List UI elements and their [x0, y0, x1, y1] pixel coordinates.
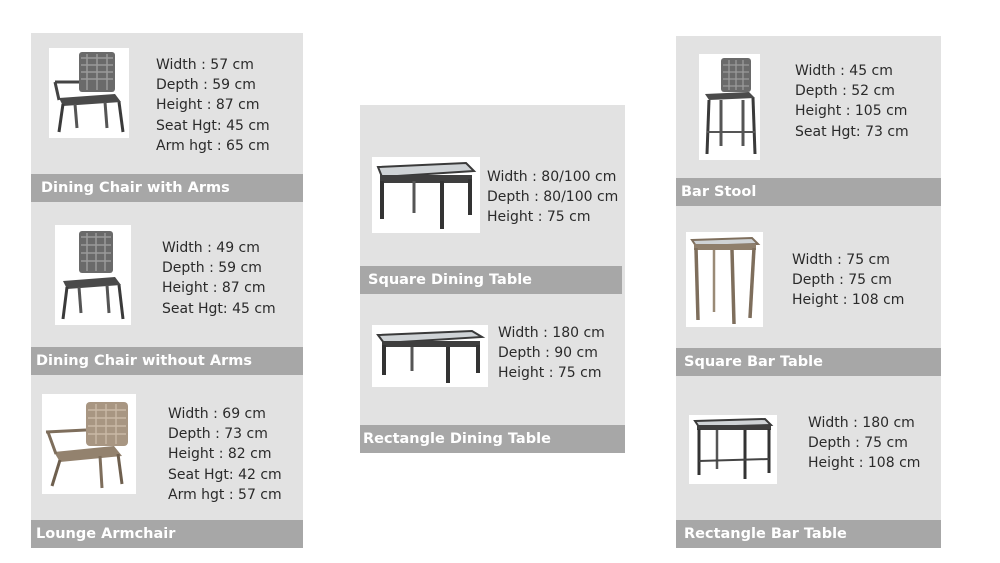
product-title: Lounge Armchair	[31, 520, 303, 548]
product-title: Square Dining Table	[360, 266, 622, 294]
spec-line: Height : 108 cm	[808, 455, 921, 472]
rectangle-dining-table-icon	[372, 325, 488, 387]
spec-line: Depth : 73 cm	[168, 426, 268, 443]
spec-line: Height : 87 cm	[156, 97, 260, 114]
product-specs	[168, 404, 282, 505]
spec-line: Width : 75 cm	[792, 252, 890, 268]
spec-line: Depth : 75 cm	[808, 435, 908, 452]
product-card-bar-stool	[676, 36, 941, 206]
spec-line: Height : 108 cm	[792, 292, 905, 309]
product-specs	[156, 55, 270, 156]
spec-line: Height : 105 cm	[795, 103, 908, 120]
spec-line: Height : 87 cm	[162, 280, 266, 297]
product-card-rectangle-dining-table	[360, 295, 625, 453]
product-title: Square Bar Table	[676, 348, 941, 376]
product-specs	[498, 323, 605, 384]
spec-line: Arm hgt : 65 cm	[156, 137, 270, 154]
product-specs	[792, 250, 904, 311]
product-specs	[162, 238, 276, 319]
product-specs	[795, 61, 909, 142]
product-card-dining-chair-arms	[31, 33, 303, 205]
dining-chair-arms-icon	[49, 48, 129, 138]
product-title: Rectangle Dining Table	[360, 425, 625, 453]
column-dining-tables	[360, 105, 625, 453]
spec-line: Width : 57 cm	[156, 57, 254, 73]
spec-line: Width : 49 cm	[162, 240, 260, 256]
product-title: Bar Stool	[676, 178, 941, 206]
lounge-armchair-icon	[42, 394, 136, 494]
spec-line: Width : 69 cm	[168, 406, 266, 422]
product-specs	[487, 167, 618, 228]
product-card-square-dining-table	[360, 105, 625, 295]
spec-line: Width : 45 cm	[795, 63, 893, 79]
rectangle-bar-table-icon	[689, 415, 777, 484]
spec-line: Depth : 80/100 cm	[487, 189, 619, 206]
spec-line: Width : 180 cm	[498, 325, 605, 341]
spec-line: Width : 180 cm	[808, 415, 915, 431]
product-card-dining-chair	[31, 205, 303, 375]
column-bar-furniture	[676, 36, 941, 548]
spec-line: Seat Hgt: 45 cm	[156, 117, 270, 134]
product-title: Dining Chair with Arms	[31, 174, 303, 202]
product-card-lounge-armchair	[31, 375, 303, 548]
product-title: Rectangle Bar Table	[676, 520, 941, 548]
spec-line: Height : 75 cm	[498, 365, 602, 382]
product-card-rectangle-bar-table	[676, 377, 941, 548]
spec-line: Depth : 75 cm	[792, 272, 892, 289]
spec-line: Depth : 59 cm	[156, 77, 256, 94]
spec-line: Arm hgt : 57 cm	[168, 486, 282, 503]
spec-line: Height : 82 cm	[168, 446, 272, 463]
bar-stool-icon	[699, 54, 760, 160]
spec-line: Depth : 90 cm	[498, 345, 598, 362]
spec-line: Width : 80/100 cm	[487, 169, 617, 185]
spec-line: Height : 75 cm	[487, 209, 591, 226]
product-title: Dining Chair without Arms	[31, 347, 303, 375]
spec-line: Seat Hgt: 73 cm	[795, 123, 909, 140]
spec-line: Depth : 52 cm	[795, 83, 895, 100]
product-card-square-bar-table	[676, 206, 941, 377]
square-dining-table-icon	[372, 157, 480, 233]
spec-line: Seat Hgt: 45 cm	[162, 300, 276, 317]
square-bar-table-icon	[686, 232, 763, 327]
product-specs	[808, 413, 920, 474]
column-seating	[31, 33, 303, 548]
spec-line: Depth : 59 cm	[162, 260, 262, 277]
spec-line: Seat Hgt: 42 cm	[168, 466, 282, 483]
dining-chair-icon	[55, 225, 131, 325]
